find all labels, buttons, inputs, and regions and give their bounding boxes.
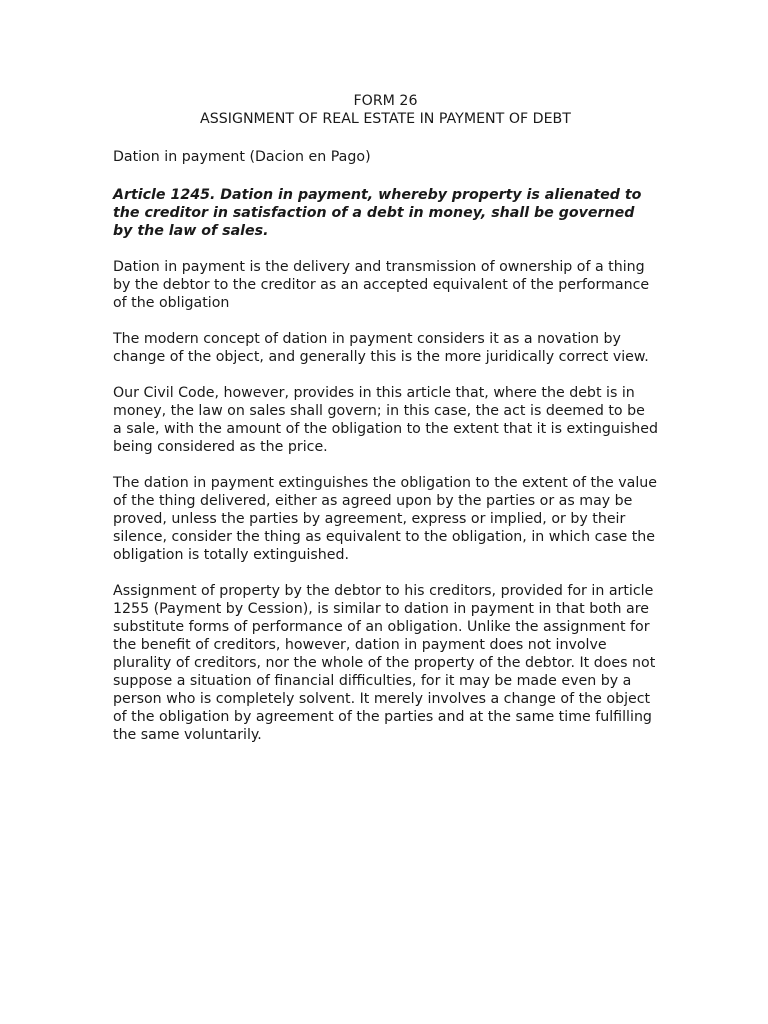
paragraph-civil-code: Our Civil Code, however, provides in this article that, where the debt is in money, the law on sales shall govern; in this case, the act is deemed to be a sale, with the amount of the obligation to the extent that it is extinguished being considered as the price.: [113, 385, 658, 455]
form-number: FORM 26: [353, 93, 418, 109]
paragraph-modern-concept: The modern concept of dation in payment considers it as a novation by change of the object, and generally this is the more juridically correct view.: [113, 331, 649, 365]
article-quote: Article 1245. Dation in payment, whereby property is alienated to the creditor in satisfaction of a debt in money, shall be governed by the law of sales.: [113, 187, 642, 239]
document-heading: [113, 93, 658, 128]
paragraph-definition: Dation in payment is the delivery and transmission of ownership of a thing by the debtor to the creditor as an accepted equivalent of the performance of the obligation: [113, 259, 650, 311]
section-title: Dation in payment (Dacion en Pago): [113, 149, 371, 165]
paragraph-assignment-of-property: Assignment of property by the debtor to his creditors, provided for in article 1255 (Payment by Cession), is similar to dation in payment in that both are substitute forms of performance of an obligation. Unlike the assignment for the benefit of creditors, however, dation in payment does not involve plurality of creditors, nor the whole of the property of the debtor. It does not suppose a situation of financial difficulties, for it may be made even by a person who is completely solvent. It merely involves a change of the object of the obligation by agreement of the parties and at the same time fulfilling the same voluntarily.: [113, 583, 656, 743]
document-page: [113, 93, 658, 744]
paragraph-extinguishment: The dation in payment extinguishes the obligation to the extent of the value of the thing delivered, either as agreed upon by the parties or as may be proved, unless the parties by agreement, express or implied, or by their silence, consider the thing as equivalent to the obligation, in which case the obligation is totally extinguished.: [113, 475, 658, 563]
form-title: ASSIGNMENT OF REAL ESTATE IN PAYMENT OF DEBT: [200, 110, 571, 127]
